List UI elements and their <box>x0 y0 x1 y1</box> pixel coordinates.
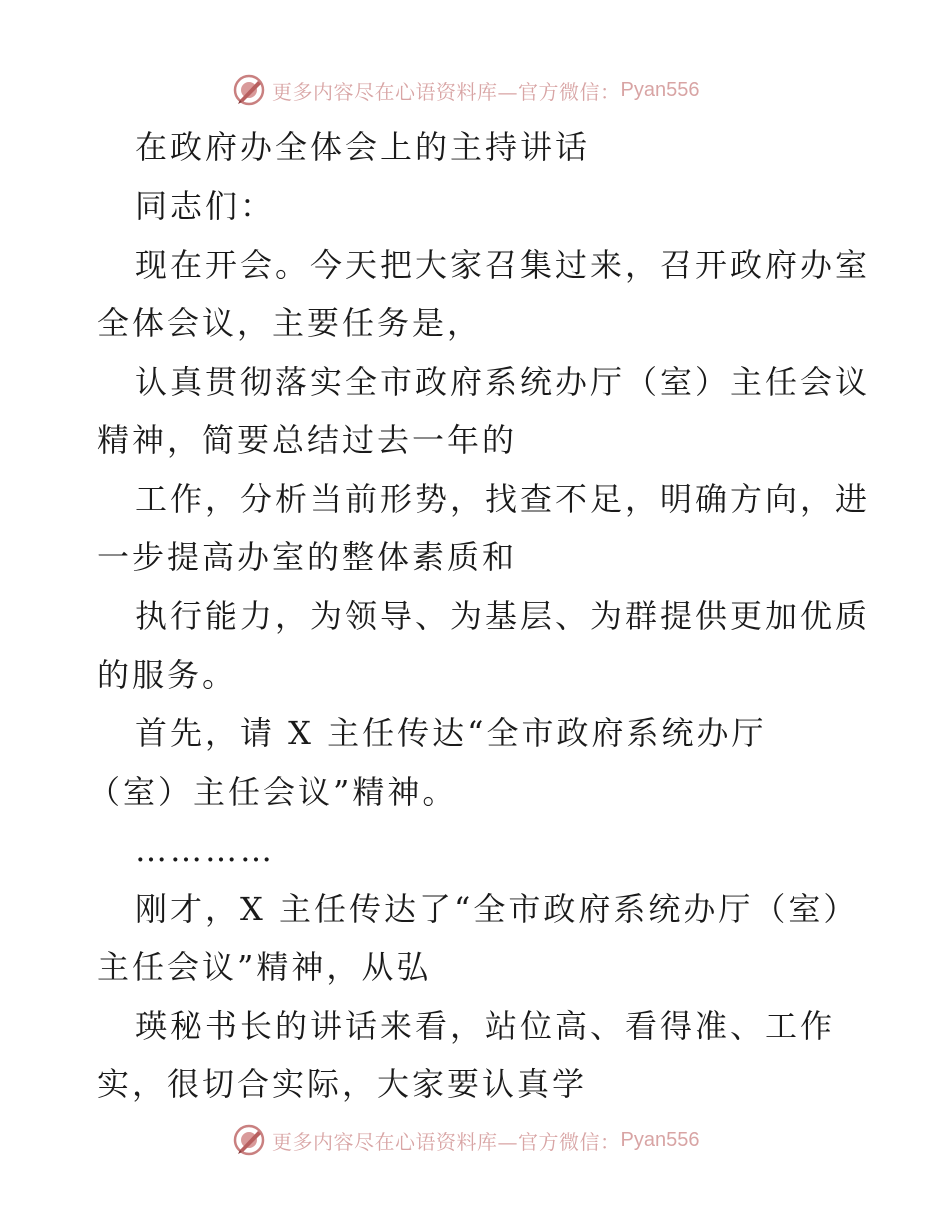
paragraph-line: 刚才，X 主任传达了“全市政府系统办厅（室） <box>135 890 859 928</box>
paragraph-line: 主任会议”精神，从弘 <box>97 948 432 986</box>
paragraph-line: 执行能力，为领导、为基层、为群提供更加优质 <box>135 597 871 635</box>
paragraph-line: 首先，请 X 主任传达“全市政府系统办厅 <box>135 714 767 752</box>
watermark-handle: Pyan556 <box>620 78 700 101</box>
paragraph-line: 实，很切合实际，大家要认真学 <box>97 1065 588 1103</box>
paragraph-line: 一步提高办室的整体素质和 <box>97 538 518 576</box>
watermark-text: 更多内容尽在心语资料库—官方微信： <box>272 1129 621 1154</box>
paragraph-line: 工作，分析当前形势，找查不足，明确方向，进 <box>135 480 871 518</box>
paragraph-line: （室）主任会议”精神。 <box>88 773 458 811</box>
paragraph-line: 同志们： <box>135 187 276 225</box>
paragraph-line: 瑛秘书长的讲话来看，站位高、看得准、工作 <box>135 1007 836 1045</box>
paragraph-line: 现在开会。今天把大家召集过来，召开政府办室 <box>135 246 871 284</box>
ellipsis-line: ………… <box>135 831 275 869</box>
document-title: 在政府办全体会上的主持讲话 <box>135 128 591 166</box>
footer-watermark-banner <box>232 1120 699 1160</box>
paragraph-line: 认真贯彻落实全市政府系统办厅（室）主任会议 <box>135 363 871 401</box>
pen-logo-icon <box>232 1123 266 1157</box>
paragraph-line: 的服务。 <box>97 656 238 694</box>
pen-logo-icon <box>232 73 266 107</box>
paragraph-line: 精神，简要总结过去一年的 <box>97 421 518 459</box>
paragraph-line: 全体会议，主要任务是， <box>97 304 483 342</box>
watermark-text: 更多内容尽在心语资料库—官方微信： <box>272 79 621 104</box>
header-watermark-banner <box>232 70 699 110</box>
watermark-handle: Pyan556 <box>620 1128 700 1151</box>
